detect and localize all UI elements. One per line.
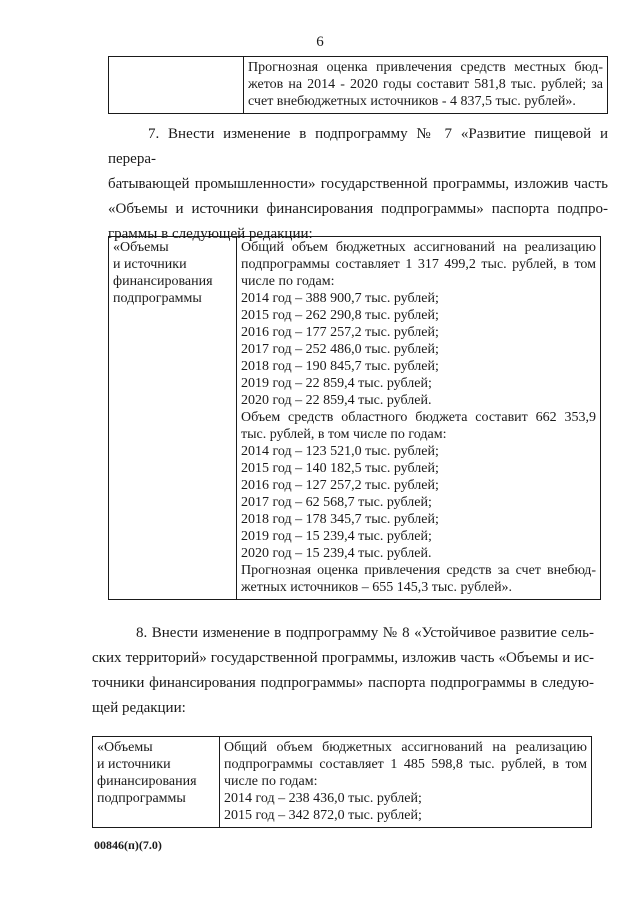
table-line: 2016 год – 127 257,2 тыс. рублей;	[241, 478, 439, 493]
paragraph-8	[92, 621, 594, 721]
table-line: 2017 год – 252 486,0 тыс. рублей;	[241, 342, 439, 357]
table-line: 2017 год – 62 568,7 тыс. рублей;	[241, 495, 432, 510]
funding-table-content-cell	[220, 737, 592, 828]
table-line: 2018 год – 178 345,7 тыс. рублей;	[241, 512, 439, 527]
table-line: 2016 год – 177 257,2 тыс. рублей;	[241, 325, 439, 340]
table-line: жетных источников – 655 145,3 тыс. рублей».	[241, 580, 513, 595]
table-line: 2014 год – 388 900,7 тыс. рублей;	[241, 291, 439, 306]
paragraph-line: ских территорий» государственной программы, изложив часть «Объемы и ис-	[92, 650, 594, 666]
table-line: Прогнозная оценка привлечения средств за счет внебюд-	[241, 563, 596, 578]
table-line: Объем средств областного бюджета составит 662 353,9	[241, 410, 596, 425]
label-line: подпрограммы	[97, 791, 186, 806]
table-line: числе по годам:	[241, 274, 335, 289]
table-line: 2015 год – 262 290,8 тыс. рублей;	[241, 308, 439, 323]
label-line: финансирования	[97, 774, 197, 789]
table-line: 2014 год – 123 521,0 тыс. рублей;	[241, 444, 439, 459]
table-line: подпрограммы составляет 1 485 598,8 тыс. рублей, в том	[224, 757, 587, 772]
continuation-table-left-cell	[109, 57, 244, 114]
continuation-table	[108, 56, 608, 114]
paragraph-7	[108, 122, 608, 247]
table-line: 2019 год – 15 239,4 тыс. рублей;	[241, 529, 432, 544]
table-line: 2020 год – 15 239,4 тыс. рублей.	[241, 546, 432, 561]
table-line: 2020 год – 22 859,4 тыс. рублей.	[241, 393, 432, 408]
paragraph-line: «Объемы и источники финансирования подпрограммы» паспорта подпро-	[108, 201, 608, 217]
label-line: «Объемы	[97, 740, 153, 755]
table-line: 2015 год – 342 872,0 тыс. рублей;	[224, 808, 422, 823]
label-line: «Объемы	[113, 240, 169, 255]
table-line: тыс. рублей, в том числе по годам:	[241, 427, 447, 442]
table-line: счет внебюджетных источников - 4 837,5 тыс. рублей».	[248, 94, 576, 109]
table-line: 2019 год – 22 859,4 тыс. рублей;	[241, 376, 432, 391]
label-line: подпрограммы	[113, 291, 202, 306]
table-line: Общий объем бюджетных ассигнований на реализацию	[241, 240, 596, 255]
funding-table-label-cell	[93, 737, 220, 828]
document-code: 00846(п)(7.0)	[94, 838, 162, 852]
table-line: Общий объем бюджетных ассигнований на реализацию	[224, 740, 587, 755]
continuation-table-right-cell	[244, 57, 608, 114]
table-line: жетов на 2014 - 2020 годы составит 581,8 тыс. рублей; за	[248, 77, 603, 92]
paragraph-line: батывающей промышленности» государственной программы, изложив часть	[108, 176, 608, 192]
table-line: 2014 год – 238 436,0 тыс. рублей;	[224, 791, 422, 806]
label-line: и источники	[97, 757, 171, 772]
label-line: и источники	[113, 257, 187, 272]
paragraph-line: граммы в следующей редакции:	[108, 226, 313, 242]
funding-table-content-cell	[237, 237, 601, 600]
table-line: 2018 год – 190 845,7 тыс. рублей;	[241, 359, 439, 374]
paragraph-line: 7. Внести изменение в подпрограмму № 7 «Развитие пищевой и перера-	[108, 126, 608, 167]
paragraph-line: 8. Внести изменение в подпрограмму № 8 «Устойчивое развитие сель-	[136, 625, 594, 641]
paragraph-line: щей редакции:	[92, 700, 186, 716]
table-line: 2015 год – 140 182,5 тыс. рублей;	[241, 461, 439, 476]
subprogram-8-funding-table	[92, 736, 592, 828]
table-line: Прогнозная оценка привлечения средств местных бюд-	[248, 60, 603, 75]
page-number: 6	[316, 34, 324, 50]
paragraph-line: точники финансирования подпрограммы» паспорта подпрограммы в следую-	[92, 675, 594, 691]
table-line: числе по годам:	[224, 774, 318, 789]
label-line: финансирования	[113, 274, 213, 289]
subprogram-7-funding-table	[108, 236, 601, 600]
funding-table-label-cell	[109, 237, 237, 600]
table-line: подпрограммы составляет 1 317 499,2 тыс. рублей, в том	[241, 257, 596, 272]
